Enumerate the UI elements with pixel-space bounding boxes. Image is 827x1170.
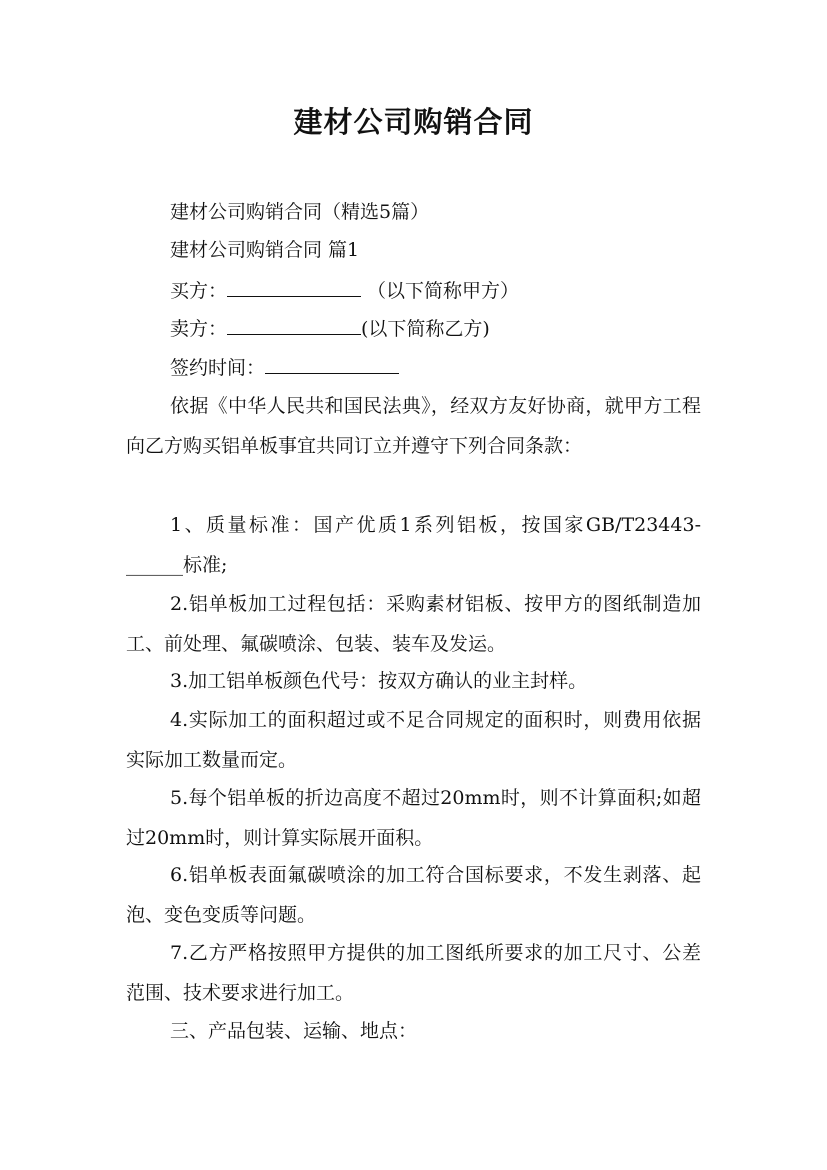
intro-paragraph: 依据《中华人民共和国民法典》，经双方友好协商，就甲方工程向乙方购买铝单板事宜共同订立并遵守下列合同条款：: [126, 395, 701, 457]
seller-note: (以下简称乙方): [361, 318, 490, 340]
seller-blank: [227, 312, 361, 335]
buyer-blank: [227, 274, 361, 297]
clause-2: 2.铝单板加工过程包括：采购素材铝板、按甲方的图纸制造加工、前处理、氟碳喷涂、包装、装车及发运。: [126, 593, 701, 655]
clause-5: 5.每个铝单板的折边高度不超过20mm时，则不计算面积;如超过20mm时，则计算实际展开面积。: [126, 787, 701, 849]
sign-time-label: 签约时间：: [170, 357, 266, 379]
buyer-note: （以下简称甲方）: [367, 280, 520, 302]
clause-1: 1、质量标准：国产优质1系列铝板，按国家GB/T23443-______标准;: [126, 514, 701, 576]
sign-time-blank: [265, 351, 399, 374]
clause-3: 3.加工铝单板颜色代号：按双方确认的业主封样。: [170, 670, 588, 692]
seller-line: [170, 312, 490, 344]
document-subtitle: 建材公司购销合同（精选5篇）: [170, 201, 430, 223]
section-three-heading: 三、产品包装、运输、地点：: [170, 1020, 418, 1042]
buyer-line: [170, 274, 519, 306]
buyer-label: 买方：: [170, 280, 228, 302]
sign-time-line: [170, 351, 399, 383]
clause-7: 7.乙方严格按照甲方提供的加工图纸所要求的加工尺寸、公差范围、技术要求进行加工。: [126, 942, 701, 1004]
clause-4: 4.实际加工的面积超过或不足合同规定的面积时，则费用依据实际加工数量而定。: [126, 709, 701, 771]
seller-label: 卖方：: [170, 318, 228, 340]
clause-6: 6.铝单板表面氟碳喷涂的加工符合国标要求，不发生剥落、起泡、变色变质等问题。: [126, 864, 701, 926]
document-title: 建材公司购销合同: [293, 105, 534, 139]
part-heading: 建材公司购销合同 篇1: [170, 239, 360, 261]
